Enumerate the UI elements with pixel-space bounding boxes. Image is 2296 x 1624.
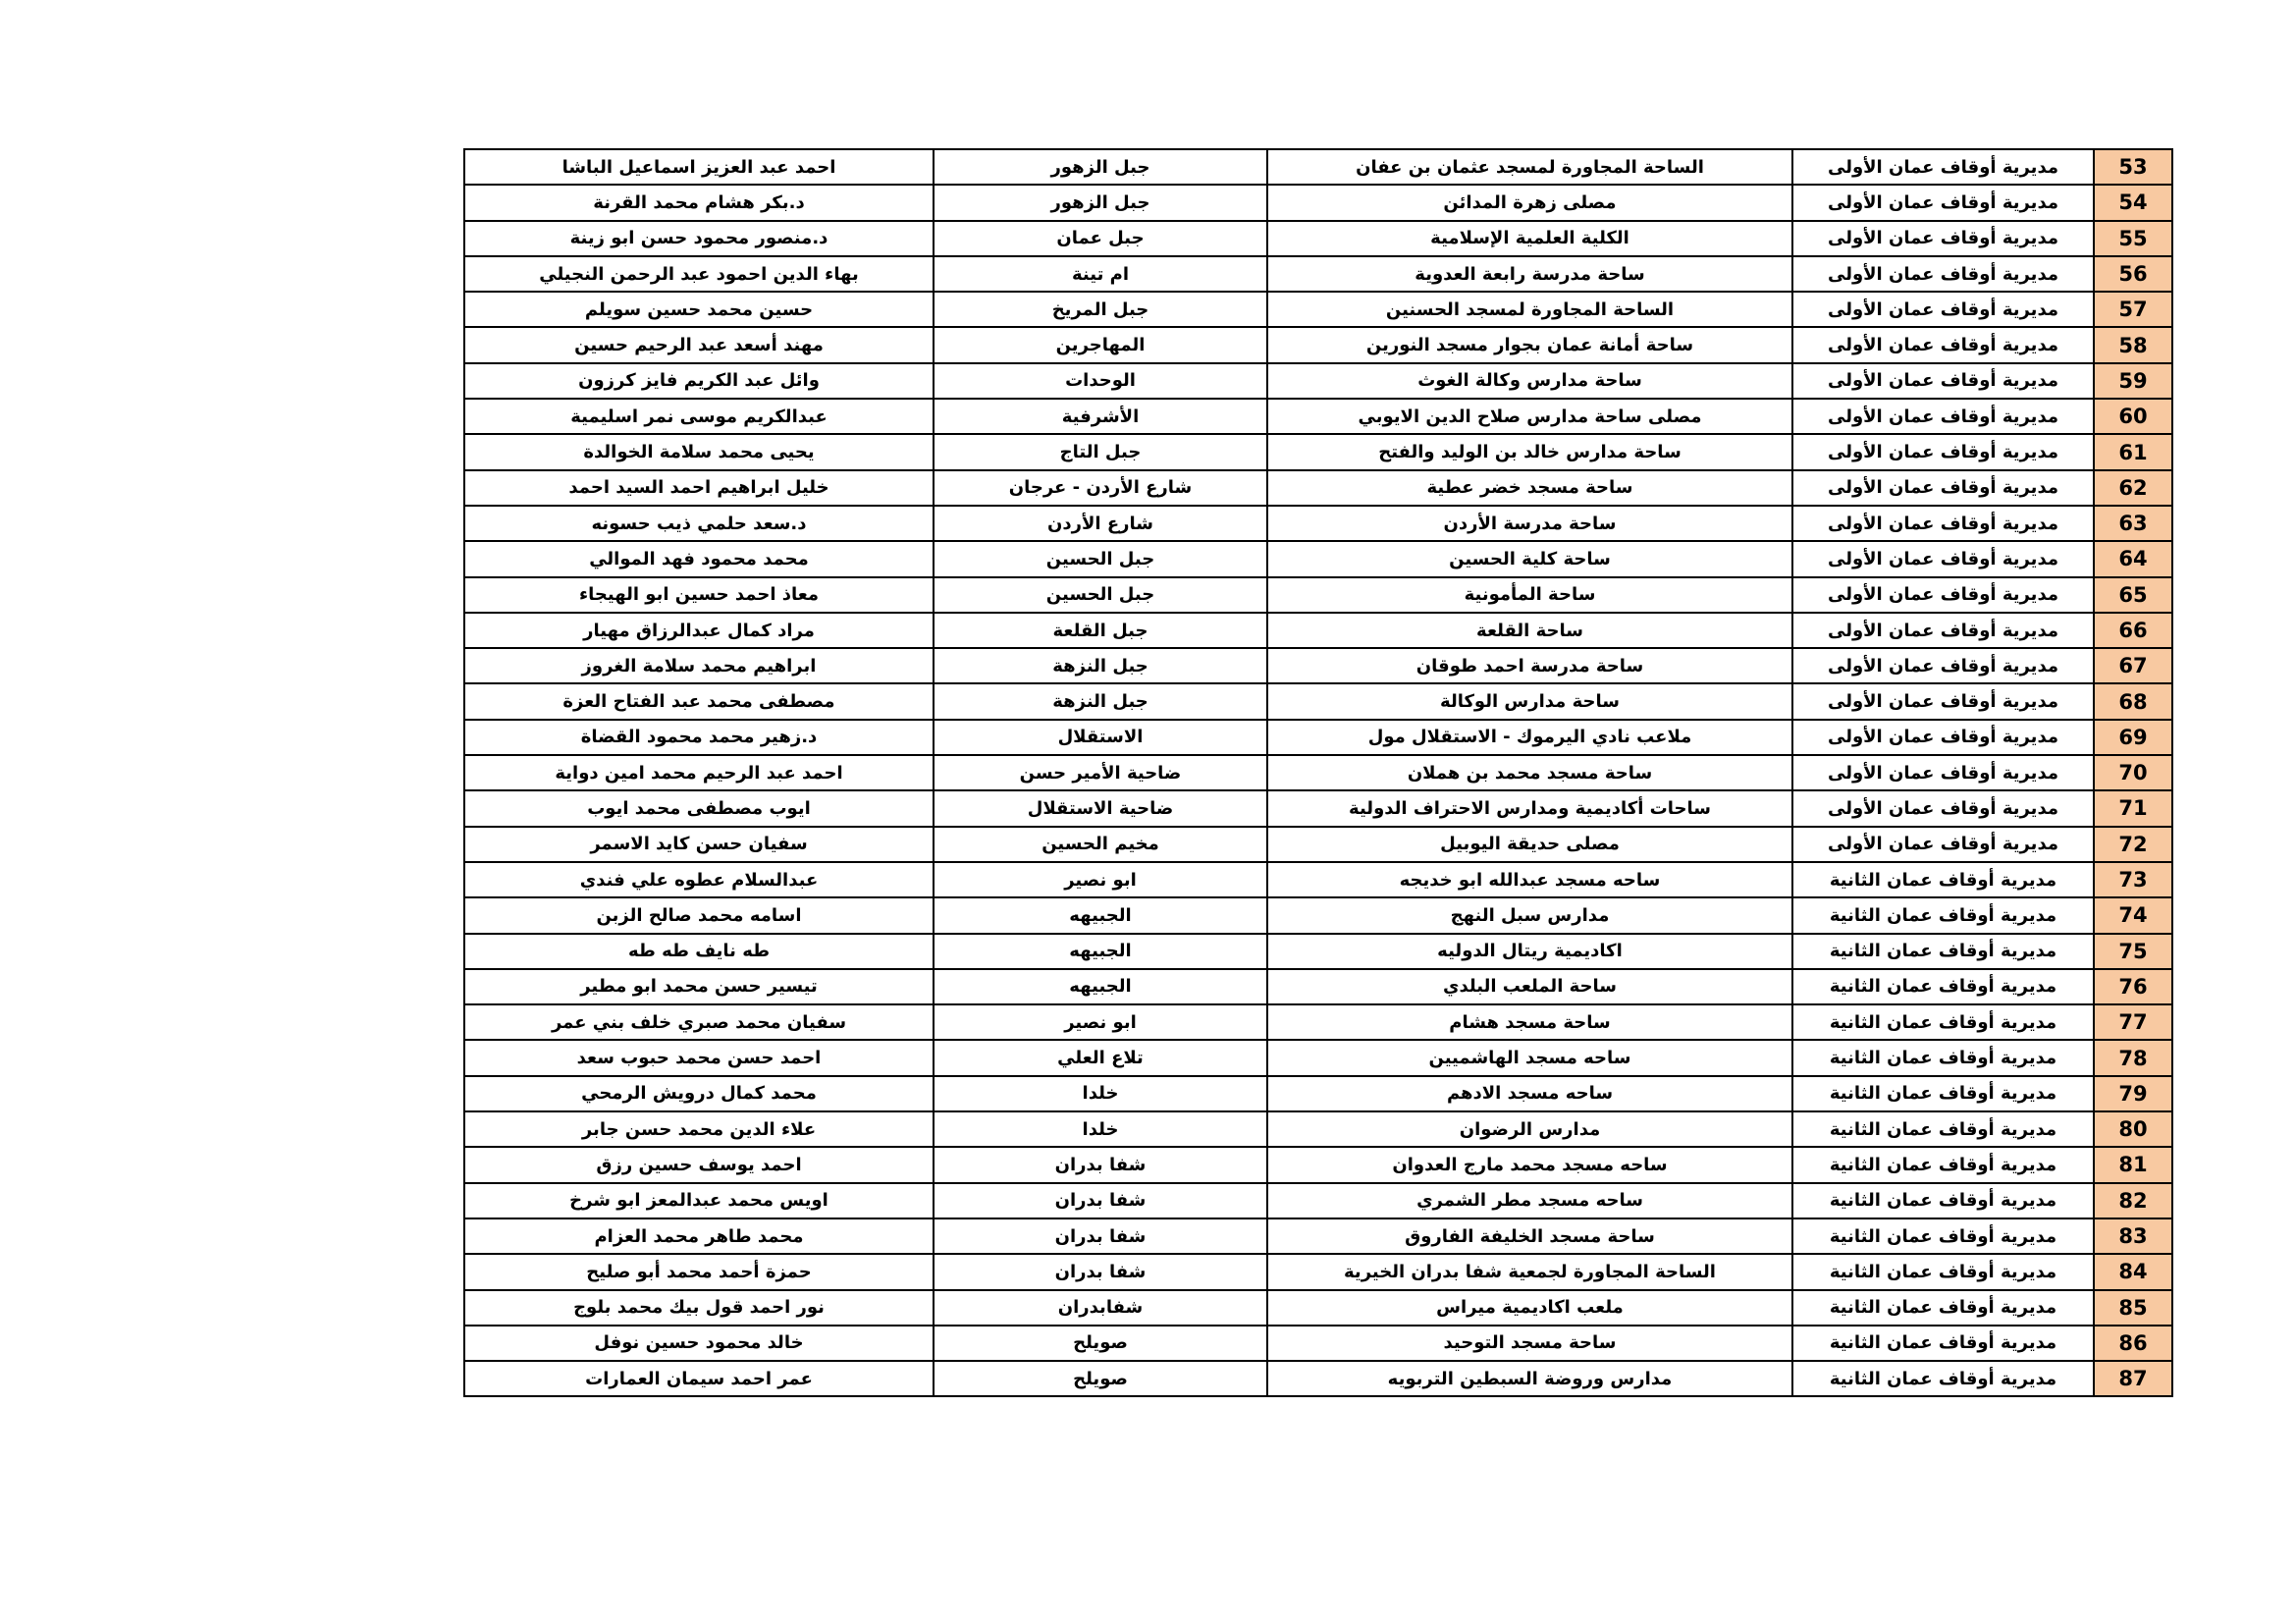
imam-name-cell: عمر احمد سيمان العمارات [464,1361,934,1396]
area-cell: شفا بدران [934,1254,1267,1289]
directorate-cell: مديرية أوقاف عمان الثانية [1792,862,2094,897]
directorate-cell: مديرية أوقاف عمان الأولى [1792,363,2094,399]
table-row [464,1111,2172,1147]
row-number-cell: 79 [2094,1076,2172,1111]
directorate-cell: مديرية أوقاف عمان الأولى [1792,541,2094,576]
site-cell: مدارس سبل النهج [1267,897,1792,933]
row-number-cell: 62 [2094,470,2172,506]
imam-name-cell: د.سعد حلمي ذيب حسونه [464,506,934,541]
row-number-cell: 74 [2094,897,2172,933]
site-cell: اكاديمية ريتال الدوليه [1267,934,1792,969]
area-cell: الجبيهه [934,969,1267,1004]
imam-name-cell: د.بكر هشام محمد القرنة [464,185,934,220]
directorate-cell: مديرية أوقاف عمان الأولى [1792,470,2094,506]
table-row [464,434,2172,469]
site-cell: مصلى ساحة مدارس صلاح الدين الايوبي [1267,399,1792,434]
table-row [464,862,2172,897]
area-cell: جبل الحسين [934,541,1267,576]
row-number-cell: 81 [2094,1147,2172,1182]
table-row [464,1040,2172,1075]
row-number-cell: 77 [2094,1004,2172,1040]
table-row [464,1218,2172,1254]
area-cell: المهاجرين [934,327,1267,362]
site-cell: الساحة المجاورة لجمعية شفا بدران الخيرية [1267,1254,1792,1289]
area-cell: صويلح [934,1326,1267,1361]
directorate-cell: مديرية أوقاف عمان الأولى [1792,683,2094,719]
site-cell: مصلى حديقة اليوبيل [1267,827,1792,862]
directorate-cell: مديرية أوقاف عمان الأولى [1792,185,2094,220]
site-cell: ساحة مدارس وكالة الغوث [1267,363,1792,399]
row-number-cell: 59 [2094,363,2172,399]
area-cell: الاستقلال [934,720,1267,755]
area-cell: خلدا [934,1076,1267,1111]
table-row [464,648,2172,683]
row-number-cell: 65 [2094,577,2172,613]
imam-name-cell: عبدالكريم موسى نمر اسليمية [464,399,934,434]
directorate-cell: مديرية أوقاف عمان الثانية [1792,1111,2094,1147]
site-cell: ساحة مسجد التوحيد [1267,1326,1792,1361]
site-cell: ساحة الملعب البلدي [1267,969,1792,1004]
imam-name-cell: مصطفى محمد عبد الفتاح العزة [464,683,934,719]
site-cell: ساحة مسجد الخليفة الفاروق [1267,1218,1792,1254]
table-row [464,934,2172,969]
table-row [464,1290,2172,1326]
table-row [464,541,2172,576]
imam-name-cell: حسين محمد حسين سويلم [464,292,934,327]
row-number-cell: 76 [2094,969,2172,1004]
directorate-cell: مديرية أوقاف عمان الثانية [1792,1004,2094,1040]
site-cell: ساحة المأمونية [1267,577,1792,613]
directorate-cell: مديرية أوقاف عمان الأولى [1792,720,2094,755]
row-number-cell: 53 [2094,149,2172,185]
site-cell: ساحه مسجد الادهم [1267,1076,1792,1111]
site-cell: ساحات أكاديمية ومدارس الاحتراف الدولية [1267,790,1792,826]
site-cell: ملعب اكاديمية ميراس [1267,1290,1792,1326]
row-number-cell: 86 [2094,1326,2172,1361]
directorate-cell: مديرية أوقاف عمان الثانية [1792,1076,2094,1111]
table-row [464,149,2172,185]
row-number-cell: 73 [2094,862,2172,897]
area-cell: شارع الأردن [934,506,1267,541]
area-cell: تلاع العلي [934,1040,1267,1075]
table-row [464,221,2172,256]
site-cell: ساحه مسجد مطر الشمري [1267,1183,1792,1218]
imam-name-cell: يحيى محمد سلامة الخوالدة [464,434,934,469]
directorate-cell: مديرية أوقاف عمان الأولى [1792,613,2094,648]
directorate-cell: مديرية أوقاف عمان الأولى [1792,292,2094,327]
site-cell: ساحة مدرسة رابعة العدوية [1267,256,1792,292]
area-cell: ضاحية الاستقلال [934,790,1267,826]
table-row [464,827,2172,862]
table-row [464,755,2172,790]
row-number-cell: 80 [2094,1111,2172,1147]
row-number-cell: 66 [2094,613,2172,648]
directorate-cell: مديرية أوقاف عمان الثانية [1792,897,2094,933]
row-number-cell: 54 [2094,185,2172,220]
area-cell: الجبيهه [934,934,1267,969]
area-cell: جبل النزهة [934,648,1267,683]
site-cell: ساحة أمانة عمان بجوار مسجد النورين [1267,327,1792,362]
imam-name-cell: اسامه محمد صالح الزبن [464,897,934,933]
imam-name-cell: ايوب مصطفى محمد ايوب [464,790,934,826]
area-cell: جبل النزهة [934,683,1267,719]
area-cell: جبل التاج [934,434,1267,469]
area-cell: ضاحية الأمير حسن [934,755,1267,790]
directorate-cell: مديرية أوقاف عمان الأولى [1792,256,2094,292]
row-number-cell: 63 [2094,506,2172,541]
table-row [464,683,2172,719]
imam-name-cell: حمزة أحمد محمد أبو صليح [464,1254,934,1289]
directorate-cell: مديرية أوقاف عمان الأولى [1792,790,2094,826]
imam-name-cell: تيسير حسن محمد ابو مطير [464,969,934,1004]
imam-name-cell: علاء الدين محمد حسن جابر [464,1111,934,1147]
site-cell: ساحة مدرسة احمد طوقان [1267,648,1792,683]
row-number-cell: 84 [2094,1254,2172,1289]
imam-name-cell: محمد كمال درويش الرمحي [464,1076,934,1111]
row-number-cell: 57 [2094,292,2172,327]
area-cell: ابو نصير [934,1004,1267,1040]
area-cell: الجبيهه [934,897,1267,933]
site-cell: ساحة مدارس خالد بن الوليد والفتح [1267,434,1792,469]
directorate-cell: مديرية أوقاف عمان الثانية [1792,1040,2094,1075]
directorate-cell: مديرية أوقاف عمان الأولى [1792,149,2094,185]
row-number-cell: 83 [2094,1218,2172,1254]
imam-name-cell: د.منصور محمود حسن ابو زينة [464,221,934,256]
site-cell: ساحة مدارس الوكالة [1267,683,1792,719]
imam-name-cell: وائل عبد الكريم فايز كرزون [464,363,934,399]
row-number-cell: 85 [2094,1290,2172,1326]
imam-name-cell: سفيان محمد صبري خلف بني عمر [464,1004,934,1040]
site-cell: ساحة مسجد خضر عطية [1267,470,1792,506]
directorate-cell: مديرية أوقاف عمان الثانية [1792,1218,2094,1254]
directorate-cell: مديرية أوقاف عمان الثانية [1792,934,2094,969]
area-cell: شفا بدران [934,1218,1267,1254]
directorate-cell: مديرية أوقاف عمان الأولى [1792,434,2094,469]
table-row [464,292,2172,327]
site-cell: ساحة القلعة [1267,613,1792,648]
table-row [464,399,2172,434]
area-cell: جبل الحسين [934,577,1267,613]
prayer-sites-table [463,148,2173,1397]
directorate-cell: مديرية أوقاف عمان الثانية [1792,1254,2094,1289]
imam-name-cell: اويس محمد عبدالمعز ابو شرخ [464,1183,934,1218]
directorate-cell: مديرية أوقاف عمان الأولى [1792,399,2094,434]
row-number-cell: 55 [2094,221,2172,256]
imam-name-cell: خليل ابراهيم احمد السيد احمد [464,470,934,506]
area-cell: جبل المريخ [934,292,1267,327]
table-row [464,1254,2172,1289]
site-cell: ساحه مسجد عبدالله ابو خديجه [1267,862,1792,897]
directorate-cell: مديرية أوقاف عمان الثانية [1792,969,2094,1004]
table-body [464,149,2172,1396]
table-row [464,1183,2172,1218]
table-row [464,1147,2172,1182]
site-cell: الساحة المجاورة لمسجد عثمان بن عفان [1267,149,1792,185]
table-row [464,256,2172,292]
table-row [464,363,2172,399]
table-row [464,969,2172,1004]
site-cell: ساحه مسجد الهاشميين [1267,1040,1792,1075]
area-cell: شفابدران [934,1290,1267,1326]
site-cell: ساحة مدرسة الأردن [1267,506,1792,541]
imam-name-cell: احمد يوسف حسين رزق [464,1147,934,1182]
row-number-cell: 87 [2094,1361,2172,1396]
directorate-cell: مديرية أوقاف عمان الأولى [1792,506,2094,541]
area-cell: جبل القلعة [934,613,1267,648]
table-row [464,1361,2172,1396]
row-number-cell: 75 [2094,934,2172,969]
directorate-cell: مديرية أوقاف عمان الأولى [1792,755,2094,790]
site-cell: مدارس وروضة السبطين التربويه [1267,1361,1792,1396]
directorate-cell: مديرية أوقاف عمان الأولى [1792,577,2094,613]
table-row [464,1004,2172,1040]
imam-name-cell: عبدالسلام عطوه علي فندي [464,862,934,897]
imam-name-cell: احمد حسن محمد حبوب سعد [464,1040,934,1075]
prayer-sites-table-container [463,148,2171,1397]
area-cell: شفا بدران [934,1183,1267,1218]
directorate-cell: مديرية أوقاف عمان الثانية [1792,1147,2094,1182]
directorate-cell: مديرية أوقاف عمان الأولى [1792,648,2094,683]
row-number-cell: 72 [2094,827,2172,862]
row-number-cell: 64 [2094,541,2172,576]
area-cell: مخيم الحسين [934,827,1267,862]
imam-name-cell: مراد كمال عبدالرزاق مهيار [464,613,934,648]
site-cell: الساحة المجاورة لمسجد الحسنين [1267,292,1792,327]
imam-name-cell: ابراهيم محمد سلامة الغروز [464,648,934,683]
directorate-cell: مديرية أوقاف عمان الأولى [1792,221,2094,256]
table-row [464,790,2172,826]
site-cell: ملاعب نادي اليرموك - الاستقلال مول [1267,720,1792,755]
site-cell: ساحه مسجد محمد مارج العدوان [1267,1147,1792,1182]
table-row [464,613,2172,648]
row-number-cell: 78 [2094,1040,2172,1075]
area-cell: الأشرفية [934,399,1267,434]
directorate-cell: مديرية أوقاف عمان الثانية [1792,1183,2094,1218]
row-number-cell: 69 [2094,720,2172,755]
site-cell: الكلية العلمية الإسلامية [1267,221,1792,256]
table-row [464,577,2172,613]
imam-name-cell: محمد طاهر محمد العزام [464,1218,934,1254]
row-number-cell: 68 [2094,683,2172,719]
row-number-cell: 82 [2094,1183,2172,1218]
directorate-cell: مديرية أوقاف عمان الثانية [1792,1361,2094,1396]
area-cell: الوحدات [934,363,1267,399]
row-number-cell: 60 [2094,399,2172,434]
imam-name-cell: احمد عبد الرحيم محمد امين دواية [464,755,934,790]
imam-name-cell: بهاء الدين احمود عبد الرحمن النجيلي [464,256,934,292]
area-cell: ابو نصير [934,862,1267,897]
area-cell: صويلح [934,1361,1267,1396]
table-row [464,1076,2172,1111]
area-cell: جبل عمان [934,221,1267,256]
area-cell: شارع الأردن - عرجان [934,470,1267,506]
area-cell: جبل الزهور [934,149,1267,185]
area-cell: جبل الزهور [934,185,1267,220]
table-row [464,185,2172,220]
site-cell: ساحة كلية الحسين [1267,541,1792,576]
row-number-cell: 61 [2094,434,2172,469]
site-cell: مدارس الرضوان [1267,1111,1792,1147]
row-number-cell: 70 [2094,755,2172,790]
row-number-cell: 56 [2094,256,2172,292]
imam-name-cell: سفيان حسن كايد الاسمر [464,827,934,862]
imam-name-cell: معاذ احمد حسين ابو الهيجاء [464,577,934,613]
site-cell: مصلى زهرة المدائن [1267,185,1792,220]
directorate-cell: مديرية أوقاف عمان الأولى [1792,827,2094,862]
area-cell: شفا بدران [934,1147,1267,1182]
imam-name-cell: د.زهير محمد محمود القضاة [464,720,934,755]
row-number-cell: 71 [2094,790,2172,826]
directorate-cell: مديرية أوقاف عمان الأولى [1792,327,2094,362]
row-number-cell: 67 [2094,648,2172,683]
imam-name-cell: نور احمد قول بيك محمد بلوج [464,1290,934,1326]
site-cell: ساحة مسجد محمد بن هملان [1267,755,1792,790]
table-row [464,470,2172,506]
imam-name-cell: مهند أسعد عبد الرحيم حسين [464,327,934,362]
imam-name-cell: خالد محمود حسين نوفل [464,1326,934,1361]
imam-name-cell: احمد عبد العزيز اسماعيل الباشا [464,149,934,185]
table-row [464,327,2172,362]
imam-name-cell: محمد محمود فهد الموالي [464,541,934,576]
directorate-cell: مديرية أوقاف عمان الثانية [1792,1290,2094,1326]
table-row [464,720,2172,755]
table-row [464,1326,2172,1361]
imam-name-cell: طه نايف طه طه [464,934,934,969]
row-number-cell: 58 [2094,327,2172,362]
table-row [464,506,2172,541]
area-cell: ام تينة [934,256,1267,292]
site-cell: ساحة مسجد هشام [1267,1004,1792,1040]
directorate-cell: مديرية أوقاف عمان الثانية [1792,1326,2094,1361]
table-row [464,897,2172,933]
area-cell: خلدا [934,1111,1267,1147]
